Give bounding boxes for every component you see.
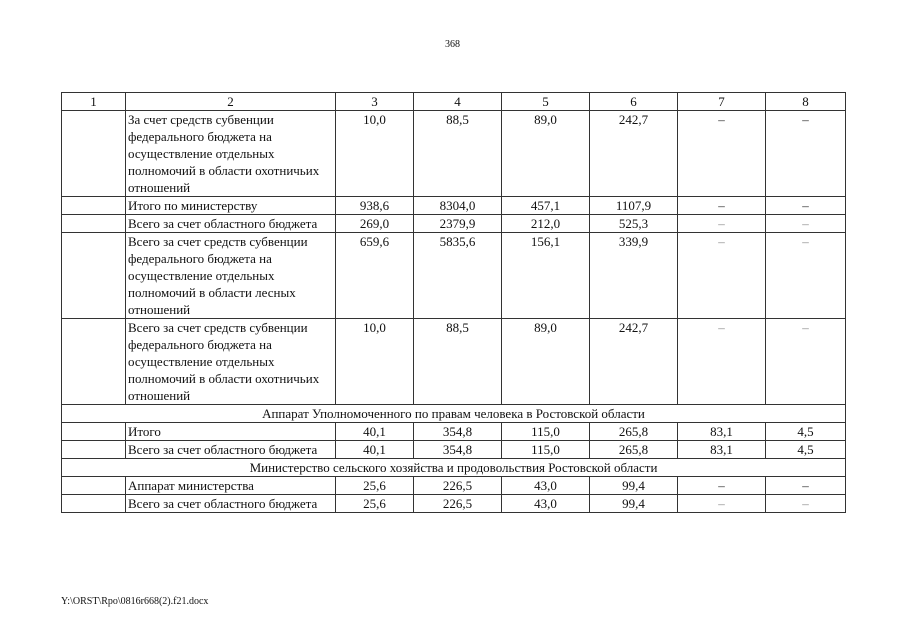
row-number-cell	[62, 197, 126, 215]
value-cell-col6: 242,7	[590, 319, 678, 405]
value-cell-col3: 938,6	[336, 197, 414, 215]
table-row	[62, 423, 846, 441]
table-row	[62, 441, 846, 459]
value-cell-col4: 2379,9	[414, 215, 502, 233]
value-cell-col3: 40,1	[336, 441, 414, 459]
value-cell-col7: 83,1	[678, 441, 766, 459]
value-cell-col8: 4,5	[766, 423, 846, 441]
value-cell-col3: 269,0	[336, 215, 414, 233]
value-cell-col6: 99,4	[590, 495, 678, 513]
value-cell-col8: 4,5	[766, 441, 846, 459]
value-cell-col8: –	[766, 233, 846, 319]
value-cell-col5: 156,1	[502, 233, 590, 319]
value-cell-col6: 242,7	[590, 111, 678, 197]
row-number-cell	[62, 319, 126, 405]
value-cell-col7: –	[678, 233, 766, 319]
value-cell-col5: 115,0	[502, 441, 590, 459]
value-cell-col6: 339,9	[590, 233, 678, 319]
row-number-cell	[62, 477, 126, 495]
value-cell-col4: 8304,0	[414, 197, 502, 215]
value-cell-col6: 265,8	[590, 423, 678, 441]
value-cell-col6: 1107,9	[590, 197, 678, 215]
row-label: Итого	[126, 423, 336, 441]
value-cell-col3: 10,0	[336, 319, 414, 405]
value-cell-col7: –	[678, 319, 766, 405]
value-cell-col7: –	[678, 111, 766, 197]
column-header-2: 2	[126, 93, 336, 111]
value-cell-col4: 354,8	[414, 441, 502, 459]
section-title: Министерство сельского хозяйства и продовольствия Ростовской области	[62, 459, 846, 477]
row-label: Всего за счет средств субвенции федерального бюджета на осуществление отдельных полномочий в области лесных отношений	[126, 233, 336, 319]
value-cell-col3: 25,6	[336, 477, 414, 495]
row-label: Всего за счет областного бюджета	[126, 495, 336, 513]
value-cell-col5: 89,0	[502, 111, 590, 197]
value-cell-col8: –	[766, 215, 846, 233]
column-header-7: 7	[678, 93, 766, 111]
column-header-5: 5	[502, 93, 590, 111]
row-number-cell	[62, 495, 126, 513]
table-row	[62, 111, 846, 197]
row-label: За счет средств субвенции федерального бюджета на осуществление отдельных полномочий в области охотничьих отношений	[126, 111, 336, 197]
value-cell-col4: 226,5	[414, 477, 502, 495]
section-row	[62, 405, 846, 423]
value-cell-col6: 265,8	[590, 441, 678, 459]
value-cell-col8: –	[766, 111, 846, 197]
table-row	[62, 215, 846, 233]
value-cell-col7: –	[678, 477, 766, 495]
row-number-cell	[62, 423, 126, 441]
row-number-cell	[62, 215, 126, 233]
footer-file-path: Y:\ORST\Rpo\0816r668(2).f21.docx	[61, 596, 209, 607]
column-header-1: 1	[62, 93, 126, 111]
column-header-6: 6	[590, 93, 678, 111]
value-cell-col5: 43,0	[502, 495, 590, 513]
value-cell-col5: 43,0	[502, 477, 590, 495]
value-cell-col5: 212,0	[502, 215, 590, 233]
table-row	[62, 495, 846, 513]
row-number-cell	[62, 441, 126, 459]
page-number: 368	[445, 39, 460, 50]
value-cell-col7: 83,1	[678, 423, 766, 441]
value-cell-col8: –	[766, 495, 846, 513]
value-cell-col8: –	[766, 477, 846, 495]
header-row	[62, 93, 846, 111]
column-header-8: 8	[766, 93, 846, 111]
column-header-3: 3	[336, 93, 414, 111]
table-row	[62, 233, 846, 319]
value-cell-col6: 99,4	[590, 477, 678, 495]
table-row	[62, 477, 846, 495]
table-body	[62, 111, 846, 513]
column-header-4: 4	[414, 93, 502, 111]
section-row	[62, 459, 846, 477]
value-cell-col7: –	[678, 197, 766, 215]
row-label: Всего за счет средств субвенции федерального бюджета на осуществление отдельных полномочий в области охотничьих отношений	[126, 319, 336, 405]
value-cell-col4: 88,5	[414, 319, 502, 405]
value-cell-col3: 659,6	[336, 233, 414, 319]
row-label: Итого по министерству	[126, 197, 336, 215]
value-cell-col6: 525,3	[590, 215, 678, 233]
value-cell-col4: 5835,6	[414, 233, 502, 319]
row-number-cell	[62, 111, 126, 197]
row-label: Всего за счет областного бюджета	[126, 215, 336, 233]
value-cell-col7: –	[678, 495, 766, 513]
budget-table	[61, 92, 846, 513]
row-number-cell	[62, 233, 126, 319]
value-cell-col5: 89,0	[502, 319, 590, 405]
value-cell-col4: 354,8	[414, 423, 502, 441]
table-row	[62, 319, 846, 405]
value-cell-col3: 40,1	[336, 423, 414, 441]
value-cell-col3: 10,0	[336, 111, 414, 197]
row-label: Всего за счет областного бюджета	[126, 441, 336, 459]
value-cell-col7: –	[678, 215, 766, 233]
value-cell-col4: 88,5	[414, 111, 502, 197]
row-label: Аппарат министерства	[126, 477, 336, 495]
table-row	[62, 197, 846, 215]
value-cell-col5: 115,0	[502, 423, 590, 441]
value-cell-col4: 226,5	[414, 495, 502, 513]
value-cell-col3: 25,6	[336, 495, 414, 513]
section-title: Аппарат Уполномоченного по правам человека в Ростовской области	[62, 405, 846, 423]
value-cell-col8: –	[766, 197, 846, 215]
value-cell-col8: –	[766, 319, 846, 405]
value-cell-col5: 457,1	[502, 197, 590, 215]
